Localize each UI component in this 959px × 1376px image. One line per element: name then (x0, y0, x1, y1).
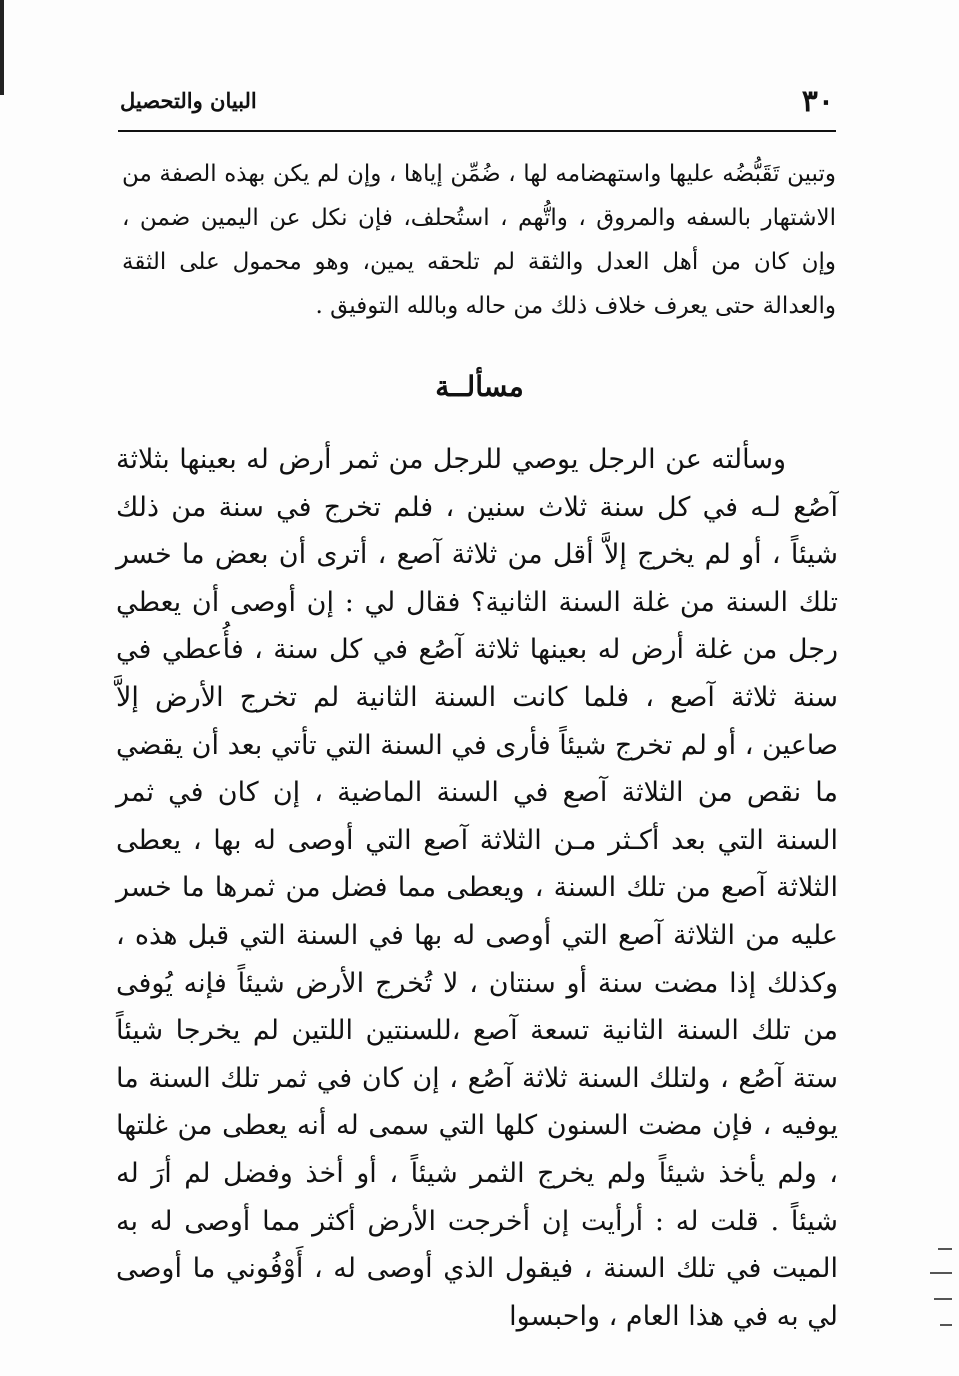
margin-scan-marks (924, 1240, 954, 1350)
body-block (116, 436, 838, 1340)
page-header (118, 82, 836, 132)
running-title: البيان والتحصيل (120, 88, 257, 113)
margin-mark (940, 1324, 952, 1326)
header-rule (118, 130, 836, 132)
body-paragraph: وسألته عن الرجل يوصي للرجل من ثمر أرض له بعينها بثلاثة آصُع لـه في كل سنة ثلاث سنين ، فلم تخرج في سنة من ذلك شيئاً ، أو لم يخرج إلاَّ أقل من ثلاثة آصع ، أترى أن بعض ما خسر تلك السنة من غلة السنة الثانية؟ فقال لي : إن أوصى أن يعطي رجل من غلة أرض له بعينها ثلاثة آصُع في كل سنة ، فأُعطي في سنة ثلاثة آصع ، فلما كانت السنة الثانية لم تخرج الأرض إلاَّ صاعين ، أو لم تخرج شيئاً فأرى في السنة التي تأتي بعد أن يقضي ما نقص من الثلاثة آصع في السنة الماضية ، إن كان في ثمر السنة التي بعد أكـثر مـن الثلاثة آصع التي أوصى له بها ، يعطى الثلاثة آصع من تلك السنة ، ويعطى مما فضل من ثمرها ما خسر عليه من الثلاثة آصع التي أوصى له بها في السنة التي قبل هذه ، وكذلك إذا مضت سنة أو سنتان ، لا تُخرج الأرض شيئاً فإنه يُوفى من تلك السنة الثانية تسعة آصع ،للسنتين اللتين لم يخرجا شيئاً ستة آصُع ، ولتلك السنة ثلاثة آصُع ، إن كان في ثمر تلك السنة ما يوفيه ، فإن مضت السنون كلها التي سمى له أنه يعطى من غلتها ، ولم يأخذ شيئاً ولم يخرج الثمر شيئاً ، أو أخذ وفضل لم أرَ له شيئاً . قلت له : أرأيت إن أخرجت الأرض أكثر مما أوصى له به الميت في تلك السنة ، فيقول الذي أوصى له ، أَوْفُوني ما أوصى لي به في هذا العام ، واحبسوا (116, 444, 838, 1332)
intro-block (122, 152, 836, 328)
intro-paragraph: وتبين تَقَبُّضُه عليها واستهضامه لها ، ضُمِّن إياها ، وإن لم يكن بهذه الصفة من الاشتهار بالسفه والمروق ، واتُّهم ، استُحلف، فإن نكل عن اليمين ضمن ، وإن كان من أهل العدل والثقة لم تلحقه يمين، وهو محمول على الثقة والعدالة حتى يعرف خلاف ذلك من حاله وبالله التوفيق . (122, 161, 836, 319)
margin-mark (930, 1272, 952, 1274)
page-number: ٣٠ (801, 84, 834, 119)
scan-edge-mark (0, 0, 4, 95)
margin-mark (934, 1298, 952, 1300)
margin-mark (938, 1248, 952, 1250)
section-heading: مسألــة (435, 370, 524, 403)
